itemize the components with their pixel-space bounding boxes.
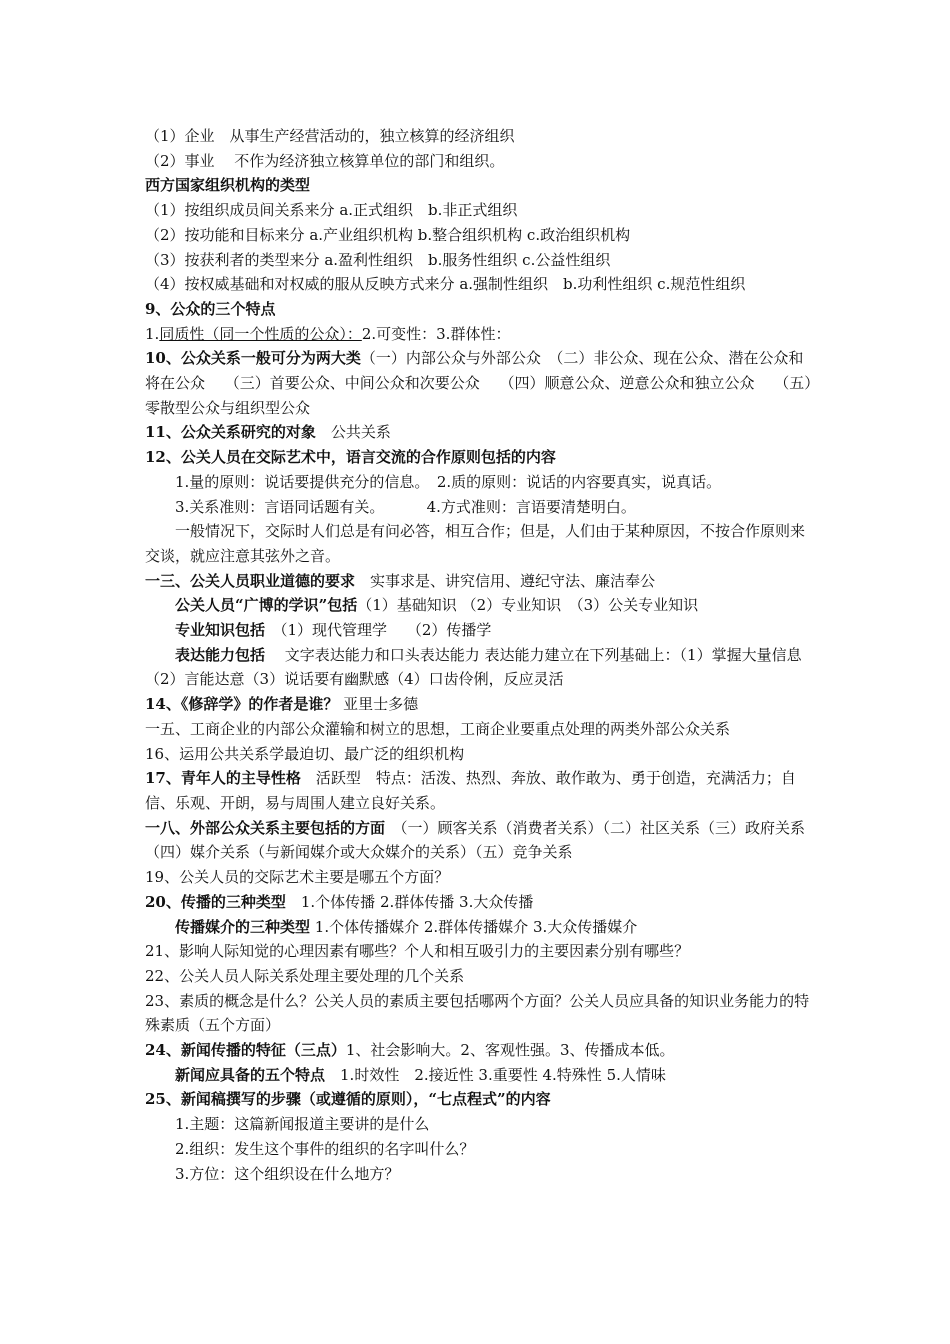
- para-9: [145, 322, 813, 347]
- para-13: [145, 569, 813, 594]
- para-23: 23、素质的概念是什么？公关人员的素质主要包括哪两个方面？公关人员应具备的知识业务能力的特殊素质（五个方面）: [145, 991, 810, 1035]
- para-9-a: 1.: [145, 324, 160, 343]
- document-page: [145, 124, 825, 1186]
- heading-14: 14、《修辞学》的作者是谁？: [145, 695, 339, 714]
- para-16: 16、运用公共关系学最迫切、最广泛的组织机构: [145, 744, 465, 763]
- para-22: 22、公关人员人际关系处理主要处理的几个关系: [145, 966, 465, 985]
- para-13c: [145, 618, 813, 643]
- para-18-text: （一）顾客关系（消费者关系）（二）社区关系（三）政府关系 （四）媒介关系（与新闻媒介或大众媒介的关系）（五）竞争关系: [145, 818, 825, 862]
- para-14: [145, 692, 813, 717]
- para-13b-text: （1）基础知识 （2）专业知识 （3）公关专业知识: [357, 596, 699, 615]
- para-17-text: 活跃型 特点：活泼、热烈、奔放、敢作敢为、勇于创造，充满活力；自信、乐观、开朗，易与周围人建立良好关系。: [145, 769, 796, 812]
- heading-13b: 公关人员“广博的学识”包括: [175, 596, 358, 615]
- para-20b-text: 1.个体传播媒介 2.群体传播媒介 3.大众传播媒介: [310, 917, 638, 936]
- para-13b: [145, 593, 813, 618]
- heading-25: 25、新闻稿撰写的步骤（或遵循的原则），“七点程式”的内容: [145, 1090, 551, 1109]
- para-18: [145, 816, 825, 865]
- para-11: [145, 420, 813, 445]
- para-24b-text: 1.时效性 2.接近性 3.重要性 4.特殊性 5.人情味: [325, 1065, 666, 1084]
- heading-13c: 专业知识包括: [175, 621, 266, 640]
- line-west-2: （2）按功能和目标来分 a.产业组织机构 b.整合组织机构 c.政治组织机构: [145, 225, 631, 244]
- para-21: 21、影响人际知觉的心理因素有哪些？个人和相互吸引力的主要因素分别有哪些？: [145, 942, 690, 961]
- para-20: [145, 890, 813, 915]
- heading-24b: 新闻应具备的五个特点: [175, 1065, 326, 1084]
- para-25-a: 1.主题：这篇新闻报道主要讲的是什么: [175, 1115, 430, 1134]
- para-12-a: 1.量的原则：说话要提供充分的信息。 2.质的原则：说话的内容要真实，说真话。: [175, 472, 722, 491]
- para-24-text: 1、社会影响大。2、客观性强。3、传播成本低。: [345, 1041, 675, 1060]
- para-20b: [145, 915, 813, 940]
- para-15: 一五、工商企业的内部公众灌输和树立的思想，工商企业要重点处理的两类外部公众关系: [145, 719, 731, 738]
- heading-12: 12、公关人员在交际艺术中，语言交流的合作原则包括的内容: [145, 448, 556, 467]
- para-9-b: 2.可变性：3.群体性：: [361, 324, 511, 343]
- heading-20b: 传播媒介的三种类型: [175, 917, 311, 936]
- para-12-c: 一般情况下，交际时人们总是有问必答，相互合作；但是，人们由于某种原因，不按合作原则来交谈，就应注意其弦外之音。: [145, 522, 806, 565]
- heading-18: 一八、外部公众关系主要包括的方面: [145, 818, 386, 837]
- heading-13d: 表达能力包括: [175, 645, 266, 664]
- para-13d: [145, 643, 813, 692]
- para-10-text: （一）内部公众与外部公众 （二）非公众、现在公众、潜在公众和将在公众 （三）首要公众、中间公众和次要公众 （四）顺意公众、逆意公众和独立公众 （五）零散型公众与组织型公众: [145, 349, 812, 417]
- para-24b: [145, 1063, 813, 1088]
- heading-17: 17、青年人的主导性格: [145, 769, 301, 788]
- heading-13: 一三、公关人员职业道德的要求: [145, 571, 356, 590]
- para-11-text: 公共关系: [315, 423, 391, 442]
- heading-9: 9、公众的三个特点: [145, 299, 276, 318]
- para-19: 19、公关人员的交际艺术主要是哪五个方面？: [145, 868, 450, 887]
- para-13-text: 实事求是、讲究信用、遵纪守法、廉洁奉公: [355, 571, 656, 590]
- para-9-underlined: 同质性（同一个性质的公众）：: [159, 324, 362, 343]
- heading-west-org-types: 西方国家组织机构的类型: [145, 176, 311, 195]
- line-enterprise: （1）企业 从事生产经营活动的，独立核算的经济组织: [145, 127, 515, 145]
- line-west-3: （3）按获利者的类型来分 a.盈利性组织 b.服务性组织 c.公益性组织: [145, 250, 611, 269]
- para-12-b: 3.关系准则：言语同话题有关。 4.方式准则：言语要清楚明白。: [175, 497, 636, 516]
- para-13d-text: 文字表达能力和口头表达能力 表达能力建立在下列基础上：（1）掌握大量信息（2）言能达意（3）说话要有幽默感（4）口齿伶俐，反应灵活: [145, 645, 802, 689]
- heading-11: 11、公众关系研究的对象: [145, 423, 316, 442]
- line-west-1: （1）按组织成员间关系来分 a.正式组织 b.非正式组织: [145, 201, 518, 220]
- para-24: [145, 1038, 813, 1063]
- para-17: [145, 766, 813, 815]
- line-institution: （2）事业 不作为经济独立核算单位的部门和组织。: [145, 151, 505, 170]
- para-25-b: 2.组织：发生这个事件的组织的名字叫什么？: [175, 1139, 475, 1158]
- line-west-4: （4）按权威基础和对权威的服从反映方式来分 a.强制性组织 b.功利性组织 c.规范性组织: [145, 275, 746, 294]
- heading-10: 10、公众关系一般可分为两大类: [145, 349, 361, 368]
- heading-24: 24、新闻传播的特征（三点）: [145, 1041, 346, 1060]
- para-14-text: 亚里士多德: [343, 695, 419, 714]
- heading-20: 20、传播的三种类型: [145, 892, 286, 911]
- para-10: [145, 346, 813, 420]
- para-25-c: 3.方位：这个组织设在什么地方？: [175, 1164, 400, 1183]
- para-20-text: 1.个体传播 2.群体传播 3.大众传播: [285, 892, 534, 911]
- para-13c-text: （1）现代管理学 （2）传播学: [265, 621, 492, 640]
